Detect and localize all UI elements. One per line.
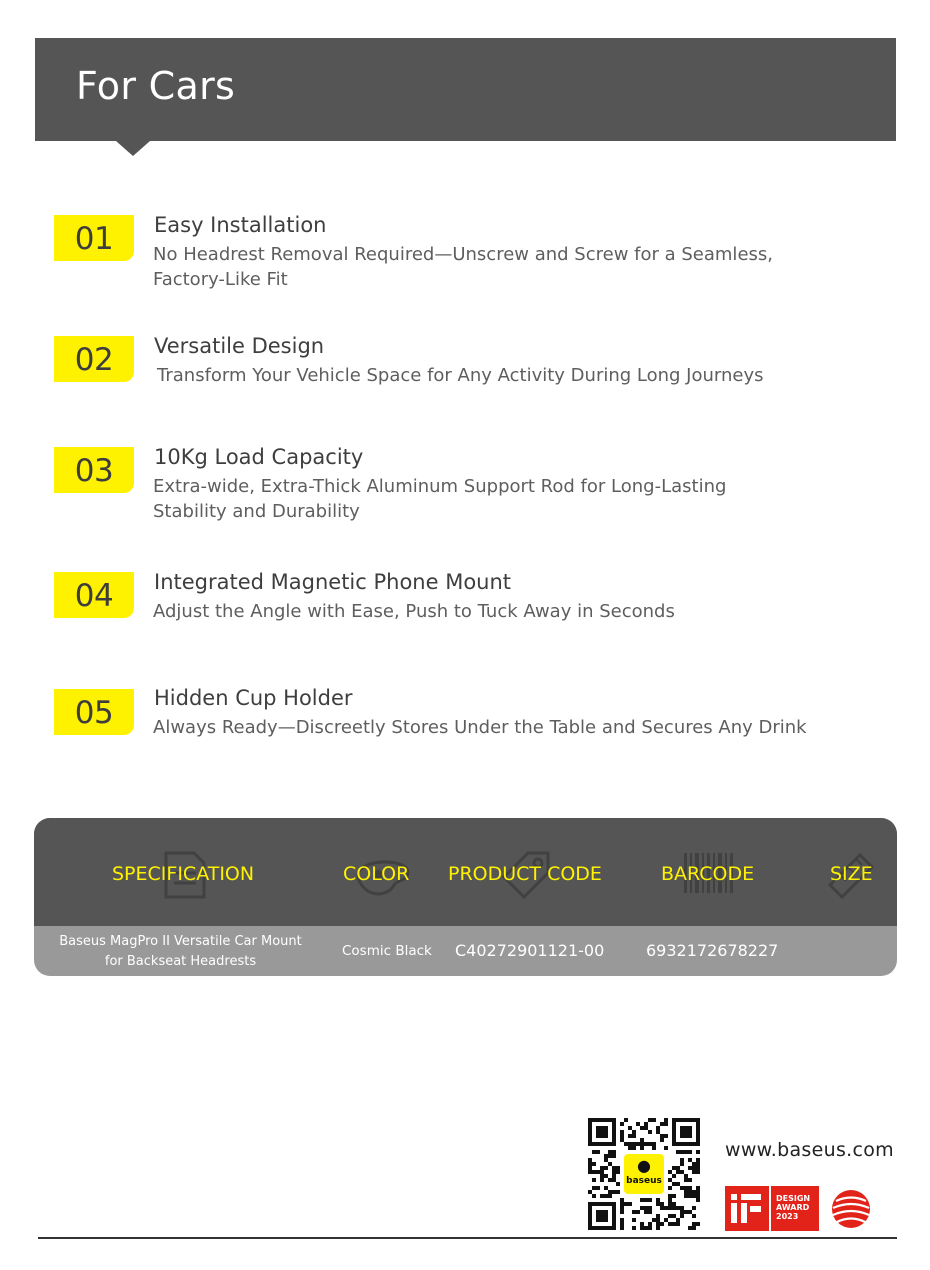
website-link[interactable]: www.baseus.com	[725, 1139, 894, 1161]
award-line-1: DESIGN	[776, 1194, 811, 1203]
qr-logo-text: baseus	[626, 1176, 662, 1186]
header-banner	[35, 38, 896, 141]
feature-number-badge: 04	[54, 572, 134, 618]
feature-number-badge: 01	[54, 215, 134, 261]
feature-description: Transform Your Vehicle Space for Any Activity During Long Journeys	[157, 365, 764, 386]
spec-header-size: SIZE	[830, 863, 873, 885]
spec-cell-product-code: C40272901121-00	[455, 941, 605, 960]
feature-number-badge: 05	[54, 689, 134, 735]
baseus-logo	[624, 1154, 664, 1194]
spec-header-product-code: PRODUCT CODE	[448, 863, 602, 885]
feature-title: Easy Installation	[154, 213, 327, 237]
feature-title: Integrated Magnetic Phone Mount	[154, 570, 512, 594]
spec-header-barcode: BARCODE	[661, 863, 755, 885]
page-title: For Cars	[76, 64, 236, 108]
feature-title: Hidden Cup Holder	[154, 686, 353, 710]
spec-table	[34, 818, 897, 976]
award-line-2: AWARD	[776, 1203, 810, 1212]
spec-header-color: COLOR	[343, 863, 410, 885]
red-dot-award-icon	[830, 1188, 872, 1230]
feature-title: 10Kg Load Capacity	[154, 445, 364, 469]
banner-pointer	[116, 141, 150, 156]
award-text	[776, 1194, 810, 1221]
spec-table-header	[34, 818, 897, 926]
if-logo-icon	[729, 1192, 765, 1225]
spec-cell-color: Cosmic Black	[342, 943, 432, 959]
qr-code	[588, 1118, 700, 1230]
feature-title: Versatile Design	[154, 334, 325, 358]
spec-header-specification: SPECIFICATION	[112, 863, 255, 885]
feature-description: Extra-wide, Extra-Thick Aluminum Support Rod for Long-Lasting Stability and Durability	[153, 476, 727, 522]
baseus-b-icon: ●	[637, 1156, 651, 1175]
spec-cell-specification	[34, 932, 327, 972]
spec-cell-specification-line1: Baseus MagPro II Versatile Car Mount	[59, 934, 302, 949]
feature-description: Adjust the Angle with Ease, Push to Tuck Away in Seconds	[153, 601, 675, 622]
feature-number-badge: 03	[54, 447, 134, 493]
spec-cell-barcode: 6932172678227	[646, 941, 779, 960]
feature-description: No Headrest Removal Required—Unscrew and Screw for a Seamless, Factory-Like Fit	[153, 244, 773, 290]
award-divider	[769, 1186, 771, 1231]
footer-divider	[38, 1237, 897, 1239]
award-year: 2023	[776, 1212, 799, 1221]
spec-cell-specification-line2: for Backseat Headrests	[104, 954, 257, 969]
if-design-award-badge	[725, 1186, 819, 1231]
feature-description: Always Ready—Discreetly Stores Under the Table and Secures Any Drink	[153, 717, 807, 738]
feature-number-badge: 02	[54, 336, 134, 382]
